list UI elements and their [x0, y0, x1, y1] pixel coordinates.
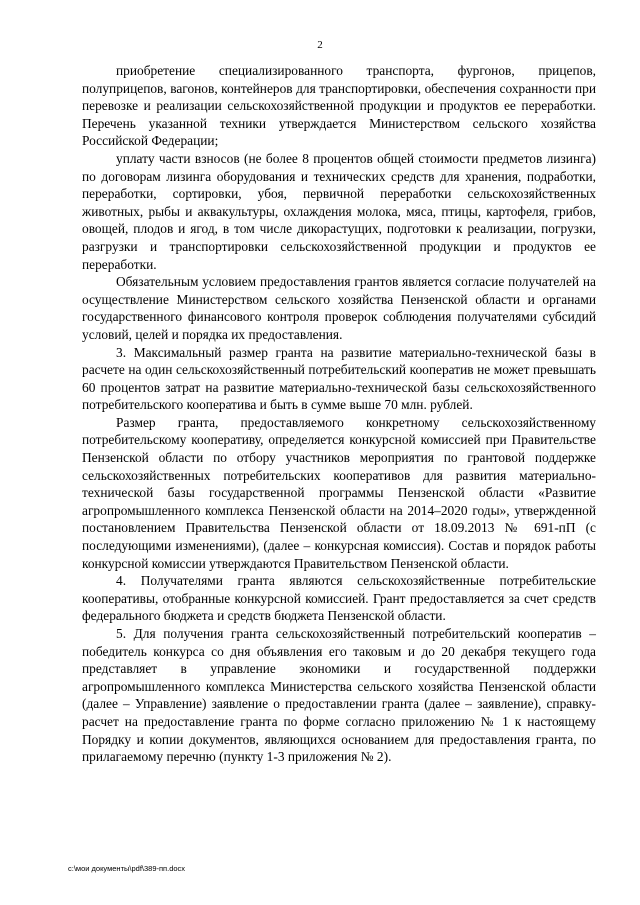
footer-file-path: c:\мои документы\pdf\389-пп.docx: [68, 864, 186, 873]
paragraph: 5. Для получения гранта сельскохозяйственный потребительский кооператив – победитель конкурса со дня объявления его таковым и до 20 декабря текущего года представляет в управление экономики и государственной поддержки агропромышленного комплекса Министерства сельского хозяйства Пензенской области (далее – Управление) заявление о предоставлении гранта (далее – заявление), справку-расчет на предоставление гранта по форме согласно приложению № 1 к настоящему Порядку и копии документов, являющихся основанием для предоставления гранта, по прилагаемому перечню (пункту 1-3 приложения № 2).: [82, 626, 596, 765]
paragraph: 3. Максимальный размер гранта на развитие материально-технической базы в расчете на один сельскохозяйственный потребительский кооператив не может превышать 60 процентов затрат на развитие материально-технической базы сельскохозяйственного потребительского кооператива и быть в сумме выше 70 млн. рублей.: [82, 344, 596, 413]
paragraph: Обязательным условием предоставления грантов является согласие получателей на осуществление Министерством сельского хозяйства Пензенской области и органами государственного финансового контроля проверок соблюдения получателями субсидий условий, целей и порядка их предоставления.: [82, 274, 596, 342]
paragraph: уплату части взносов (не более 8 процентов общей стоимости предметов лизинга) по договорам лизинга оборудования и технических средств для хранения, подработки, переработки, сортировки, убоя, первичной переработки сельскохозяйственных животных, рыбы и аквакультуры, охлаждения молока, мяса, птицы, картофеля, грибов, овощей, плодов и ягод, в том числе дикорастущих, подготовки к реализации, погрузки, разгрузки и транспортировки сельскохозяйственной продукции и продуктов ее переработки.: [82, 150, 596, 272]
document-body: [82, 62, 596, 766]
paragraph: Размер гранта, предоставляемого конкретному сельскохозяйственному потребительскому кооперативу, определяется конкурсной комиссией при Правительстве Пензенской области по отбору участников мероприятия по грантовой поддержке сельскохозяйственных потребительских кооперативов для развития материально-технической базы государственной программы Пензенской области «Развитие агропромышленного комплекса Пензенской области на 2014–2020 годы», утвержденной постановлением Правительства Пензенской области от 18.09.2013 № 691-пП (с последующими изменениями), (далее – конкурсная комиссия). Состав и порядок работы конкурсной комиссии утверждаются Правительством Пензенской области.: [82, 414, 596, 571]
paragraph: 4. Получателями гранта являются сельскохозяйственные потребительские кооперативы, отобранные конкурсной комиссией. Грант предоставляется за счет средств федерального бюджета и средств бюджета Пензенской области.: [82, 573, 596, 624]
page-number: 2: [317, 39, 323, 51]
paragraph: приобретение специализированного транспорта, фургонов, прицепов, полуприцепов, вагонов, контейнеров для транспортировки, обеспечения сохранности при перевозке и реализации сельскохозяйственной продукции и продуктов ее переработки. Перечень указанной техники утверждается Министерством сельского хозяйства Российской Федерации;: [82, 63, 596, 149]
